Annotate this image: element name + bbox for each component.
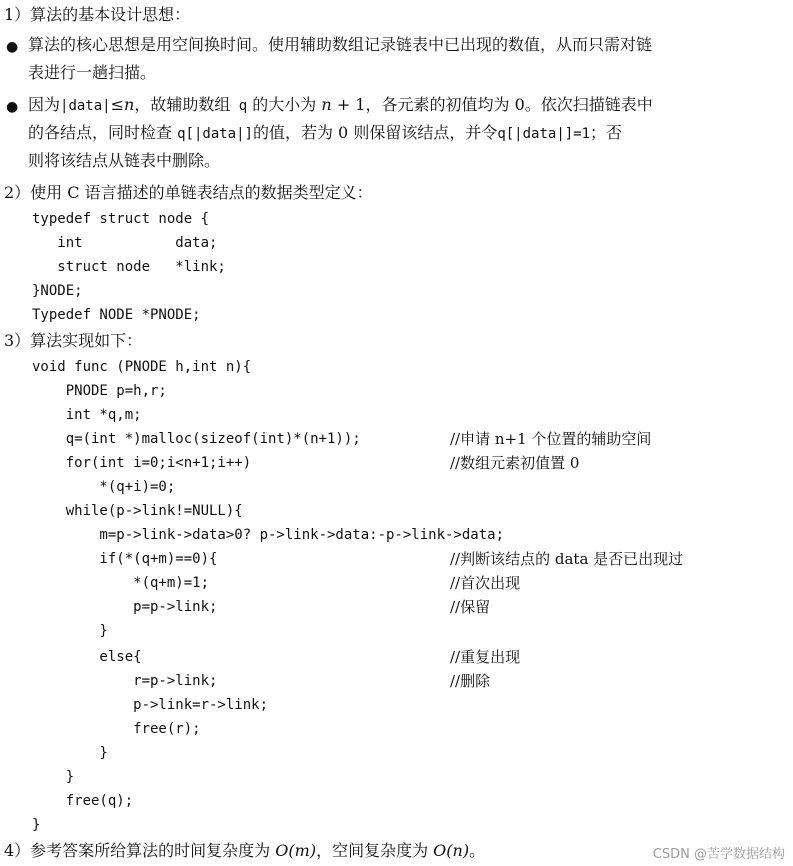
bullet-2-line-3: 则将该结点从链表中删除。 bbox=[28, 151, 221, 170]
code-line: PNODE p=h,r; bbox=[32, 383, 167, 399]
code-line: while(p->link!=NULL){ bbox=[32, 503, 243, 519]
code-line: p->link=r->link; bbox=[32, 697, 269, 713]
code-comment: //重复出现 bbox=[450, 648, 521, 666]
code-line: q=(int *)malloc(sizeof(int)*(n+1)); bbox=[32, 431, 361, 447]
code-line: m=p->link->data>0? p->link->data:-p->link->data; bbox=[32, 527, 505, 543]
code-line: if(*(q+m)==0){ bbox=[32, 551, 218, 567]
code-line: for(int i=0;i<n+1;i++) bbox=[32, 455, 252, 471]
code-line: void func (PNODE h,int n){ bbox=[32, 359, 252, 375]
code-line: int *q,m; bbox=[32, 407, 142, 423]
section-3-title: 3）算法实现如下： bbox=[4, 331, 143, 350]
code-line: } bbox=[32, 769, 75, 785]
code-comment: //首次出现 bbox=[450, 574, 521, 592]
code-line: typedef struct node { bbox=[32, 211, 210, 227]
bullet-1-line-1: 算法的核心思想是用空间换时间。使用辅助数组记录链表中已出现的数值，从而只需对链 bbox=[28, 35, 653, 54]
code-comment: //判断该结点的 data 是否已出现过 bbox=[450, 550, 684, 568]
code-line: } bbox=[32, 623, 108, 639]
code-line: free(q); bbox=[32, 793, 134, 809]
code-line: r=p->link; bbox=[32, 673, 218, 689]
bullet-1-line-2: 表进行一趟扫描。 bbox=[28, 63, 157, 82]
code-line: }NODE; bbox=[32, 283, 83, 299]
code-line: Typedef NODE *PNODE; bbox=[32, 307, 201, 323]
code-comment: //数组元素初值置 0 bbox=[450, 454, 580, 472]
bullet-dot: ● bbox=[6, 99, 19, 115]
section-4-text: 4）参考答案所给算法的时间复杂度为 O(m)，空间复杂度为 O(n)。 bbox=[4, 841, 486, 860]
bullet-2-line-2: 的各结点，同时检查 q[|data|]的值，若为 0 则保留该结点，并令q[|data|]=1；否 bbox=[28, 123, 623, 142]
code-line: else{ bbox=[32, 649, 142, 665]
code-line: } bbox=[32, 817, 41, 833]
code-comment: //删除 bbox=[450, 672, 491, 690]
code-line: } bbox=[32, 745, 108, 761]
code-comment: //保留 bbox=[450, 598, 491, 616]
bullet-dot: ● bbox=[6, 39, 19, 55]
bullet-2-line-1: 因为|data|≤n，故辅助数组 q 的大小为 n + 1，各元素的初值均为 0。依次扫描链表中 bbox=[28, 95, 653, 114]
section-1-title: 1）算法的基本设计思想： bbox=[4, 5, 191, 24]
code-comment: //申请 n+1 个位置的辅助空间 bbox=[450, 430, 652, 448]
code-line: struct node *link; bbox=[32, 259, 226, 275]
code-line: int data; bbox=[32, 235, 218, 251]
code-line: free(r); bbox=[32, 721, 201, 737]
code-line: *(q+m)=1; bbox=[32, 575, 210, 591]
watermark: CSDN @苦学数据结构 bbox=[652, 847, 785, 862]
section-2-title: 2）使用 C 语言描述的单链表结点的数据类型定义： bbox=[4, 183, 373, 202]
code-line: p=p->link; bbox=[32, 599, 218, 615]
code-line: *(q+i)=0; bbox=[32, 479, 176, 495]
